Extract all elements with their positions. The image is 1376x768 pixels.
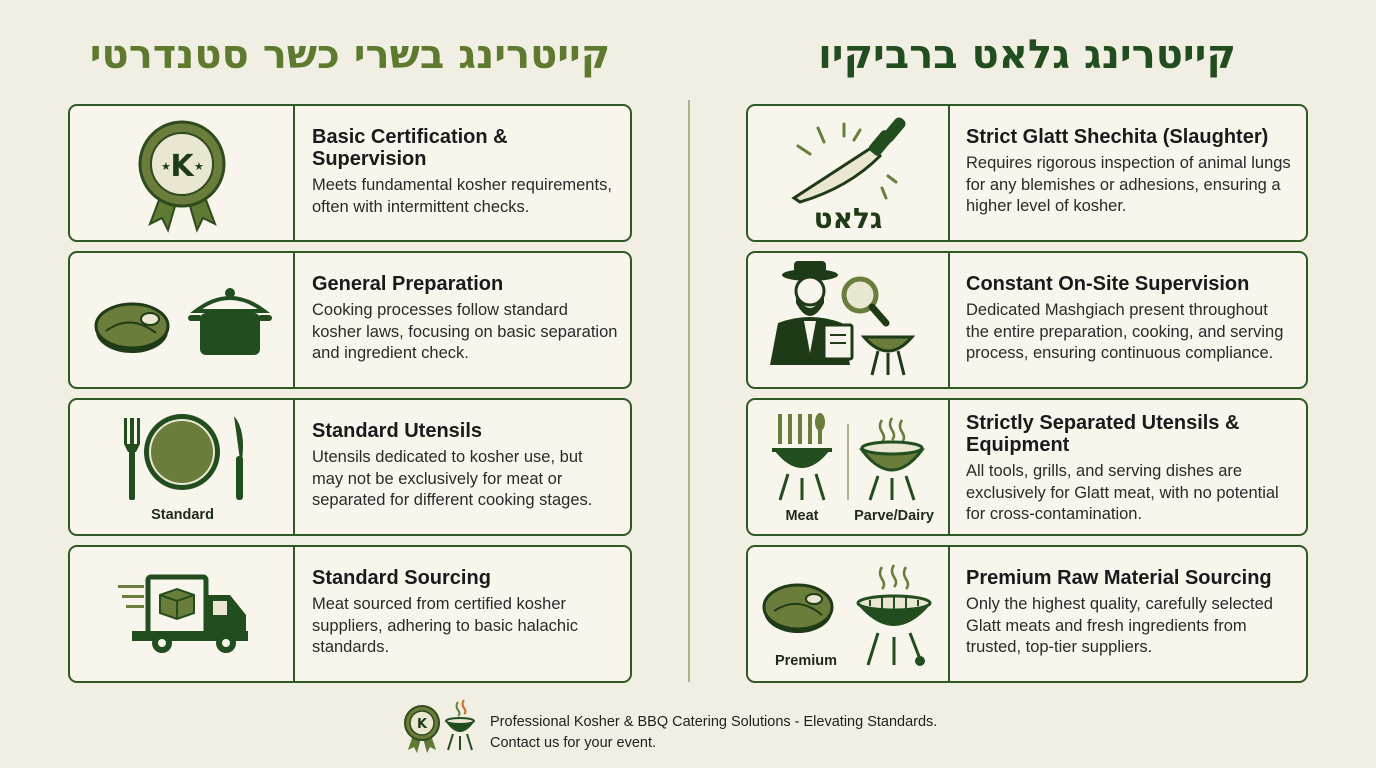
footer-contact: Contact us for your event. <box>490 735 657 751</box>
card-heading: Strict Glatt Shechita (Slaughter) <box>966 126 1269 148</box>
footer <box>400 696 1040 756</box>
footer-badge-letter: K <box>416 717 428 732</box>
card-heading: Standard Sourcing <box>312 567 491 589</box>
left-column-title: קייטרינג בשרי כשר סטנדרטי <box>89 32 611 78</box>
svg-text:★: ★ <box>161 161 171 173</box>
delivery-truck-icon <box>70 547 295 681</box>
meat-caption: Meat <box>785 508 819 524</box>
svg-text:★: ★ <box>194 161 204 173</box>
footer-tagline: Professional Kosher & BBQ Catering Solutions - Elevating Standards. <box>490 714 938 730</box>
glatt-caption: גלאט <box>813 202 883 235</box>
card-heading: Strictly Separated Utensils & Equipment <box>966 412 1240 456</box>
card-heading: Standard Utensils <box>312 420 483 442</box>
plate-fork-knife-icon <box>70 400 295 534</box>
card-body: Requires rigorous inspection of animal lungs for any blemishes or adhesions, ensuring a higher level of kosher. <box>966 154 1291 215</box>
card-onsite-supervision <box>746 251 1308 389</box>
mashgiach-inspector-icon <box>748 253 950 387</box>
card-body: Utensils dedicated to kosher use, but may not be exclusively for meat or separated for different cooking stages. <box>312 448 593 509</box>
utensils-caption: Standard <box>151 507 214 523</box>
badge-letter: K <box>170 149 194 184</box>
kosher-badge-icon <box>70 106 295 240</box>
card-body: Meat sourced from certified kosher suppliers, adhering to basic halachic standards. <box>312 595 578 656</box>
card-body: All tools, grills, and serving dishes are exclusively for Glatt meat, with no potential for cross-contamination. <box>966 462 1279 523</box>
card-premium-sourcing <box>746 545 1308 683</box>
card-body: Dedicated Mashgiach present throughout the entire preparation, cooking, and serving process, ensuring continuous compliance. <box>966 301 1284 362</box>
card-heading: Basic Certification & Supervision <box>312 126 508 170</box>
knife-icon <box>748 106 950 240</box>
card-separated-utensils <box>746 398 1308 536</box>
steak-and-pot-icon <box>70 253 295 387</box>
steak-grill-icon <box>748 547 950 681</box>
footer-logo-icon <box>400 696 484 756</box>
parve-dairy-caption: Parve/Dairy <box>854 508 934 524</box>
separate-grills-icon <box>748 400 950 534</box>
column-divider <box>688 100 690 682</box>
card-general-preparation <box>68 251 632 389</box>
premium-caption: Premium <box>774 653 838 669</box>
card-standard-utensils <box>68 398 632 536</box>
card-body: Meets fundamental kosher requirements, often with intermittent checks. <box>312 176 612 216</box>
card-heading: Constant On-Site Supervision <box>966 273 1250 295</box>
card-body: Only the highest quality, carefully selected Glatt meats and fresh ingredients from trusted, top-tier suppliers. <box>966 595 1273 656</box>
card-standard-sourcing <box>68 545 632 683</box>
card-glatt-shechita <box>746 104 1308 242</box>
right-column-title: קייטרינג גלאט ברביקיו <box>818 32 1236 78</box>
card-body: Cooking processes follow standard kosher laws, focusing on basic separation and ingredient check. <box>312 301 618 362</box>
card-heading: General Preparation <box>312 273 504 295</box>
card-heading: Premium Raw Material Sourcing <box>966 567 1272 589</box>
card-basic-certification <box>68 104 632 242</box>
